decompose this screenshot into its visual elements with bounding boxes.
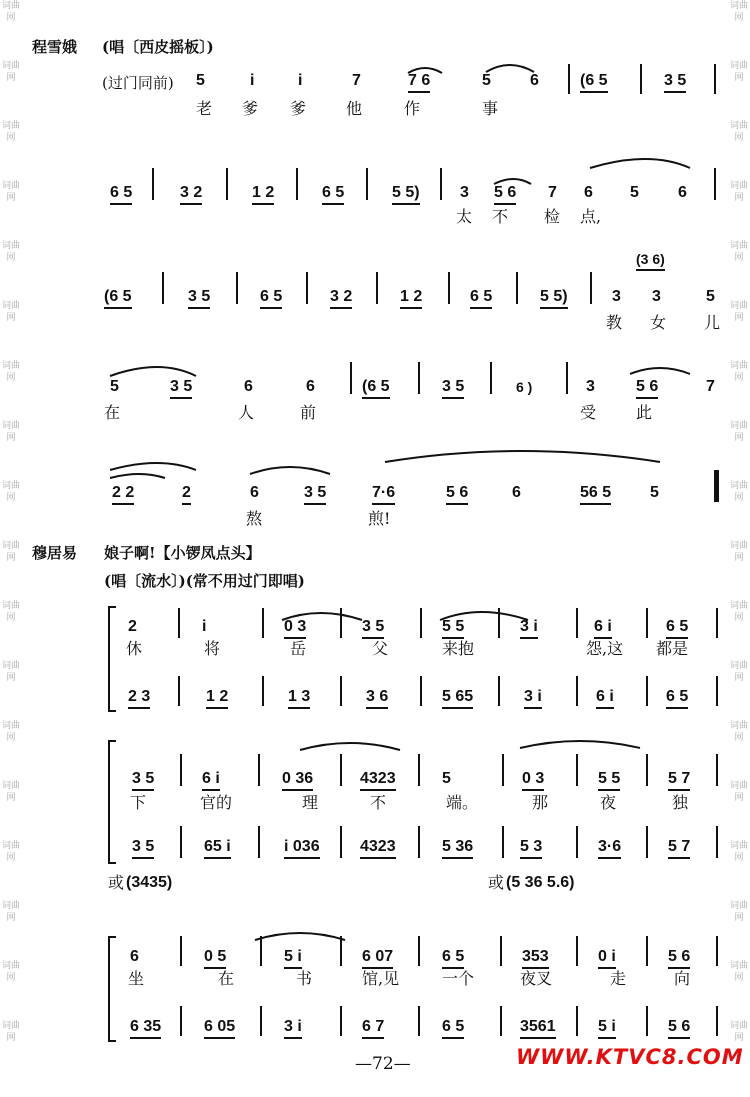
watermark-text: 词曲网: [1, 601, 20, 623]
accomp-note: 1 2: [206, 688, 228, 709]
barline: [262, 676, 264, 706]
note: 7: [352, 72, 361, 89]
note: 6: [512, 484, 521, 501]
barline: [340, 676, 342, 706]
note: 6 5: [666, 618, 688, 639]
watermark-text: 词曲网: [1, 541, 20, 563]
barline: [340, 826, 342, 858]
accomp-note: 65 i: [204, 838, 231, 859]
note: 7: [548, 184, 557, 201]
barline: [646, 754, 648, 786]
barline: [716, 676, 718, 706]
lyric: 休: [126, 639, 143, 658]
accomp-note: 6 5: [442, 1018, 464, 1039]
note: 1 2: [252, 184, 274, 205]
barline: [420, 676, 422, 706]
note: 3: [652, 288, 661, 305]
lyric: 作: [404, 99, 421, 118]
watermark-text: 词曲网: [1, 661, 20, 683]
lyric: 在: [218, 969, 235, 988]
note: (6 5: [362, 378, 390, 399]
note: i: [250, 72, 255, 89]
barline: [576, 1006, 578, 1036]
lyric: 熬: [246, 509, 263, 528]
lyric: 人: [238, 403, 255, 422]
barline: [500, 936, 502, 966]
accomp-note: 5 i: [598, 1018, 616, 1039]
lyric: 理: [302, 793, 319, 812]
barline: [568, 64, 570, 94]
watermark-text: 词曲网: [729, 361, 748, 383]
barline: [498, 608, 500, 638]
speaker-name-1: 程雪娥: [32, 38, 78, 56]
lyric: 夜叉: [520, 969, 553, 988]
barline: [448, 272, 450, 304]
barline: [590, 272, 592, 304]
note: 6: [130, 948, 139, 965]
barline: [262, 608, 264, 638]
site-watermark: WWW.KTVC8.COM: [516, 1045, 744, 1069]
barline: [714, 64, 716, 94]
watermark-text: 词曲网: [729, 241, 748, 263]
note: 0 3: [522, 770, 544, 791]
note: 6 i: [202, 770, 220, 791]
barline: [258, 826, 260, 858]
barline: [440, 168, 442, 200]
accomp-note: 3561: [520, 1018, 556, 1039]
prelude-label: (过门同前): [102, 74, 174, 92]
note: 5 7: [668, 770, 690, 791]
watermark-text: 词曲网: [729, 1, 748, 23]
lyric: 一个: [442, 969, 475, 988]
lyric: 儿: [704, 313, 721, 332]
barline: [180, 936, 182, 966]
lyric: 那: [532, 793, 549, 812]
accomp-note: 3·6: [598, 838, 621, 859]
note: 5 5: [442, 618, 464, 639]
note: 5 6: [636, 378, 658, 399]
lyric: 端。: [446, 793, 479, 812]
note: 3: [586, 378, 595, 395]
watermark-text: 词曲网: [1, 361, 20, 383]
barline: [236, 272, 238, 304]
note: 3 5: [442, 378, 464, 399]
watermark-text: 词曲网: [729, 661, 748, 683]
barline: [502, 826, 504, 858]
barline: [152, 168, 154, 200]
note: 3 i: [520, 618, 538, 639]
lyric: 此: [636, 403, 653, 422]
note: 0 5: [204, 948, 226, 969]
note: 0 3: [284, 618, 306, 639]
lyric: 走: [610, 969, 627, 988]
note: 0 i: [598, 948, 616, 969]
note: 6: [584, 184, 593, 201]
accomp-note: 5 7: [668, 838, 690, 859]
watermark-text: 词曲网: [1, 841, 20, 863]
watermark-text: 词曲网: [1, 421, 20, 443]
barline: [180, 826, 182, 858]
barline: [716, 1006, 718, 1036]
note: 6 5: [110, 184, 132, 205]
accomp-note: 3 i: [284, 1018, 302, 1039]
barline: [576, 936, 578, 966]
spoken-line: 娘子啊!【小锣凤点头】: [104, 544, 261, 562]
accomp-note: 2 3: [128, 688, 150, 709]
barline: [260, 936, 262, 966]
lyric: 他: [346, 99, 363, 118]
note: 7·6: [372, 484, 395, 505]
barline: [566, 362, 568, 394]
watermark-text: 词曲网: [729, 301, 748, 323]
note: 6 5: [470, 288, 492, 309]
accomp-note: 6 5: [666, 688, 688, 709]
barline: [516, 272, 518, 304]
watermark-text: 词曲网: [729, 721, 748, 743]
lyric: 受: [580, 403, 597, 422]
watermark-text: 词曲网: [729, 541, 748, 563]
alt-label: 或: [108, 873, 125, 892]
note: 6 5: [260, 288, 282, 309]
barline: [646, 826, 648, 858]
barline: [340, 754, 342, 786]
accomp-note: 5 3: [520, 838, 542, 859]
watermark-text: 词曲网: [1, 781, 20, 803]
barline: [376, 272, 378, 304]
watermark-text: 词曲网: [1, 721, 20, 743]
barline: [180, 754, 182, 786]
note: 3 5: [304, 484, 326, 505]
lyric: 父: [372, 639, 389, 658]
watermark-text: 词曲网: [729, 181, 748, 203]
barline: [640, 64, 642, 94]
alt-notes: (5 36 5.6): [506, 874, 575, 891]
barline: [576, 826, 578, 858]
note: 3 2: [330, 288, 352, 309]
watermark-text: 词曲网: [729, 1021, 748, 1043]
barline: [714, 168, 716, 200]
lyric: 检: [544, 207, 561, 226]
note: 5: [630, 184, 639, 201]
barline: [418, 1006, 420, 1036]
lyric: 官的: [200, 793, 233, 812]
barline: [162, 272, 164, 304]
note: 2 2: [112, 484, 134, 505]
barline: [576, 754, 578, 786]
lyric: 独: [672, 793, 689, 812]
lyric: 女: [650, 313, 667, 332]
lyric: 点,: [580, 207, 602, 226]
system-bracket: [108, 740, 116, 864]
note: 6 07: [362, 948, 393, 969]
note: 3 5: [664, 72, 686, 93]
barline: [646, 608, 648, 638]
alt-label: 或: [488, 873, 505, 892]
barline: [178, 608, 180, 638]
watermark-text: 词曲网: [729, 901, 748, 923]
barline: [180, 1006, 182, 1036]
note: 4323: [360, 770, 396, 791]
note: 3 5: [188, 288, 210, 309]
note: 6 5: [442, 948, 464, 969]
system-bracket: [108, 936, 116, 1042]
note: 5 5): [392, 184, 420, 205]
note: 6 5: [322, 184, 344, 205]
accomp-note: 5 6: [668, 1018, 690, 1039]
lyric: 向: [674, 969, 691, 988]
barline: [418, 754, 420, 786]
lyric: 都是: [656, 639, 689, 658]
final-barline: [714, 470, 719, 502]
note: 6 ): [516, 379, 533, 395]
note: 1 2: [400, 288, 422, 309]
accomp-note: 3 6: [366, 688, 388, 709]
system-bracket: [108, 606, 116, 712]
barline: [716, 608, 718, 638]
note: 5 6: [446, 484, 468, 505]
watermark-text: 词曲网: [729, 421, 748, 443]
barline: [716, 754, 718, 786]
barline: [178, 676, 180, 706]
note: 7: [706, 378, 715, 395]
note: (3 6): [636, 250, 665, 271]
accomp-note: 6 7: [362, 1018, 384, 1039]
watermark-text: 词曲网: [1, 961, 20, 983]
barline: [646, 1006, 648, 1036]
barline: [296, 168, 298, 200]
lyric: 在: [104, 403, 121, 422]
watermark-text: 词曲网: [1, 901, 20, 923]
note: 3 5: [362, 618, 384, 639]
accomp-note: 5 65: [442, 688, 473, 709]
barline: [498, 676, 500, 706]
note: 2: [182, 484, 191, 505]
note: 353: [522, 948, 549, 969]
note: 6 i: [594, 618, 612, 639]
note: 5: [442, 770, 451, 787]
note: 0 36: [282, 770, 313, 791]
lyric: 怨,这: [586, 639, 624, 658]
accomp-note: 3 i: [524, 688, 542, 709]
watermark-text: 词曲网: [1, 61, 20, 83]
barline: [500, 1006, 502, 1036]
lyric: 教: [606, 313, 623, 332]
watermark-text: 词曲网: [729, 61, 748, 83]
alt-notes: (3435): [126, 874, 173, 891]
watermark-text: 词曲网: [1, 121, 20, 143]
note: 3: [612, 288, 621, 305]
note: i: [298, 72, 303, 89]
barline: [258, 754, 260, 786]
note: 7 6: [408, 72, 430, 93]
lyric: 馆,见: [362, 969, 400, 988]
accomp-note: 5 36: [442, 838, 473, 859]
watermark-text: 词曲网: [729, 961, 748, 983]
barline: [418, 362, 420, 394]
note: 5 5: [598, 770, 620, 791]
accomp-note: 6 35: [130, 1018, 161, 1039]
lyric: 岳: [290, 639, 307, 658]
note: 5: [706, 288, 715, 305]
watermark-text: 词曲网: [729, 481, 748, 503]
speaker-name-2: 穆居易: [32, 544, 78, 562]
watermark-text: 词曲网: [1, 481, 20, 503]
page-number: —72—: [355, 1054, 411, 1074]
barline: [366, 168, 368, 200]
barline: [502, 754, 504, 786]
watermark-text: 词曲网: [1, 241, 20, 263]
barline: [490, 362, 492, 394]
note: 3 5: [132, 770, 154, 791]
barline: [350, 362, 352, 394]
note: 5 6: [494, 184, 516, 205]
barline: [646, 676, 648, 706]
barline: [716, 936, 718, 966]
lyric: 夜: [600, 793, 617, 812]
barline: [340, 608, 342, 638]
lyric: 老: [196, 99, 213, 118]
barline: [646, 936, 648, 966]
barline: [226, 168, 228, 200]
note: 5: [650, 484, 659, 501]
lyric: 爹: [290, 99, 307, 118]
barline: [418, 936, 420, 966]
barline: [716, 826, 718, 858]
lyric: 太: [456, 207, 473, 226]
watermark-text: 词曲网: [729, 781, 748, 803]
accomp-note: 1 3: [288, 688, 310, 709]
barline: [576, 676, 578, 706]
lyric: 不: [492, 207, 509, 226]
accomp-note: i 036: [284, 838, 320, 859]
note: 6: [244, 378, 253, 395]
note: 6: [306, 378, 315, 395]
note: 3 5: [170, 378, 192, 399]
accomp-note: 3 5: [132, 838, 154, 859]
watermark-text: 词曲网: [1, 301, 20, 323]
note: 6: [530, 72, 539, 89]
watermark-text: 词曲网: [729, 121, 748, 143]
lyric: 不: [370, 793, 387, 812]
lyric: 书: [296, 969, 313, 988]
barline: [306, 272, 308, 304]
accomp-note: 6 i: [596, 688, 614, 709]
barline: [576, 608, 578, 638]
note: 5 6: [668, 948, 690, 969]
barline: [260, 1006, 262, 1036]
accomp-note: 4323: [360, 838, 396, 859]
watermark-text: 词曲网: [729, 841, 748, 863]
note: 5 5): [540, 288, 568, 309]
lyric: 事: [482, 99, 499, 118]
note: 5: [482, 72, 491, 89]
note: 3: [460, 184, 469, 201]
lyric: 来抱: [442, 639, 475, 658]
singing-instruction-1: (唱〔西皮摇板〕): [102, 38, 214, 56]
lyric: 坐: [128, 969, 145, 988]
watermark-text: 词曲网: [1, 1021, 20, 1043]
note: 5: [196, 72, 205, 89]
note: i: [202, 618, 207, 635]
lyric: 爹: [242, 99, 259, 118]
note: (6 5: [104, 288, 132, 309]
note: 2: [128, 618, 137, 635]
barline: [420, 608, 422, 638]
note: 5: [110, 378, 119, 395]
note: (6 5: [580, 72, 608, 93]
singing-instruction-2: (唱〔流水〕)(常不用过门即唱): [104, 572, 305, 590]
watermark-text: 词曲网: [1, 181, 20, 203]
lyric: 下: [130, 793, 147, 812]
note: 5 i: [284, 948, 302, 969]
watermark-text: 词曲网: [729, 601, 748, 623]
barline: [418, 826, 420, 858]
lyric: 煎!: [368, 509, 391, 528]
note: 3 2: [180, 184, 202, 205]
note: 56 5: [580, 484, 611, 505]
lyric: 将: [204, 639, 221, 658]
note: 6: [250, 484, 259, 501]
accomp-note: 6 05: [204, 1018, 235, 1039]
lyric: 前: [300, 403, 317, 422]
watermark-text: 词曲网: [1, 1, 20, 23]
barline: [340, 1006, 342, 1036]
note: 6: [678, 184, 687, 201]
barline: [340, 936, 342, 966]
